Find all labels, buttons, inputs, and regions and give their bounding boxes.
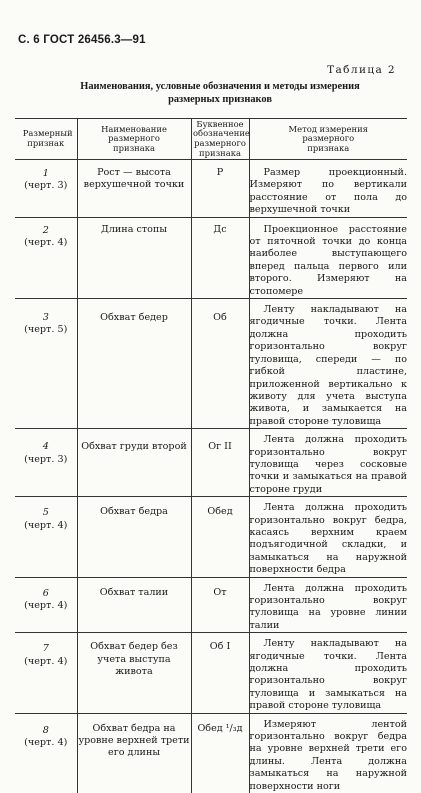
feature-number: 3 [42, 312, 49, 324]
feature-cell [15, 497, 77, 577]
name-cell: Обхват бедер без учета выступа живота [77, 633, 191, 713]
method-cell: Ленту накладывают на ягодичные точки. Лента должна проходить горизонтально вокруг туловища и замыкаться на правой стороне туловища [249, 633, 407, 713]
code-cell: Ог II [191, 429, 249, 497]
name-cell: Рост — высота верхушечной точки [77, 160, 191, 218]
table-row [15, 299, 407, 429]
table-label: Таблица 2 [327, 64, 396, 76]
feature-cell [15, 429, 77, 497]
name-cell: Длина стопы [77, 217, 191, 298]
feature-number: 8 [42, 724, 49, 736]
drawing-ref: (черт. 3) [24, 453, 68, 465]
feature-number: 2 [42, 224, 49, 236]
feature-number: 7 [42, 643, 49, 655]
method-cell: Размер проекционный. Измеряют по вертикали расстояние от пола до верхушечной точки [249, 160, 407, 218]
drawing-ref: (черт. 5) [24, 324, 68, 336]
column-header-feature: Размерный признак [15, 119, 77, 160]
code-cell: От [191, 577, 249, 633]
name-cell: Обхват талии [77, 577, 191, 633]
method-cell: Ленту накладывают на ягодичные точки. Лента должна проходить горизонтально вокруг туловища, спереди — по гибкой пластине, приложенной вертикально к животу для учета выступа живота, и замыкается на правой стороне туловища [249, 299, 407, 429]
feature-cell [15, 160, 77, 218]
feature-number: 5 [42, 507, 49, 519]
feature-cell [15, 713, 77, 793]
method-cell: Лента должна проходить горизонтально вокруг туловища на уровне линии талии [249, 577, 407, 633]
method-cell: Лента должна проходить горизонтально вокруг туловища через сосковые точки и замыкаться на правой стороне груди [249, 429, 407, 497]
name-cell: Обхват бедра на уровне верхней трети его длины [77, 713, 191, 793]
code-cell: Обед [191, 497, 249, 577]
method-cell: Лента должна проходить горизонтально вокруг бедра, касаясь верхним краем подъягодичной складки, и замыкаться на наружной поверхности бедра [249, 497, 407, 577]
feature-number: 6 [42, 587, 49, 599]
feature-number: 1 [42, 168, 49, 179]
name-cell: Обхват бедра [77, 497, 191, 577]
drawing-ref: (черт. 4) [24, 519, 68, 531]
drawing-ref: (черт. 4) [24, 655, 68, 667]
method-cell: Измеряют лентой горизонтально вокруг бедра на уровне верхней трети его длины. Лента должна замыкаться на наружной поверхности ноги [249, 713, 407, 793]
feature-cell [15, 577, 77, 633]
table-row [15, 217, 407, 298]
feature-cell [15, 633, 77, 713]
measurements-table [15, 118, 407, 793]
table-row [15, 633, 407, 713]
feature-number: 4 [42, 441, 49, 453]
table-row [15, 577, 407, 633]
drawing-ref: (черт. 4) [24, 237, 68, 249]
method-cell: Проекционное расстояние от пяточной точки до конца наиболее выступающего вперед пальца первого или второго. Измеряют на стопомере [249, 217, 407, 298]
code-cell: Об I [191, 633, 249, 713]
code-cell: Дс [191, 217, 249, 298]
table-row [15, 160, 407, 218]
name-cell: Обхват груди второй [77, 429, 191, 497]
code-cell: Обед ¹/₃д [191, 713, 249, 793]
code-cell: Р [191, 160, 249, 218]
table-row [15, 429, 407, 497]
feature-cell [15, 217, 77, 298]
drawing-ref: (черт. 3) [24, 180, 68, 192]
drawing-ref: (черт. 4) [24, 737, 68, 749]
table-row [15, 497, 407, 577]
table-caption [30, 80, 410, 106]
name-cell: Обхват бедер [77, 299, 191, 429]
page-header: С. 6 ГОСТ 26456.3—91 [18, 34, 146, 46]
caption-line-2: размерных признаков [168, 94, 272, 105]
code-cell: Об [191, 299, 249, 429]
column-header-name: Наименование размерного признака [77, 119, 191, 160]
caption-line-1: Наименования, условные обозначения и методы измерения [80, 81, 360, 92]
drawing-ref: (черт. 4) [24, 600, 68, 611]
feature-cell [15, 299, 77, 429]
table-row [15, 713, 407, 793]
column-header-code: Буквенное обозначение размерного признака [193, 118, 250, 158]
column-header-method: Метод измерения размерного признака [249, 119, 407, 160]
